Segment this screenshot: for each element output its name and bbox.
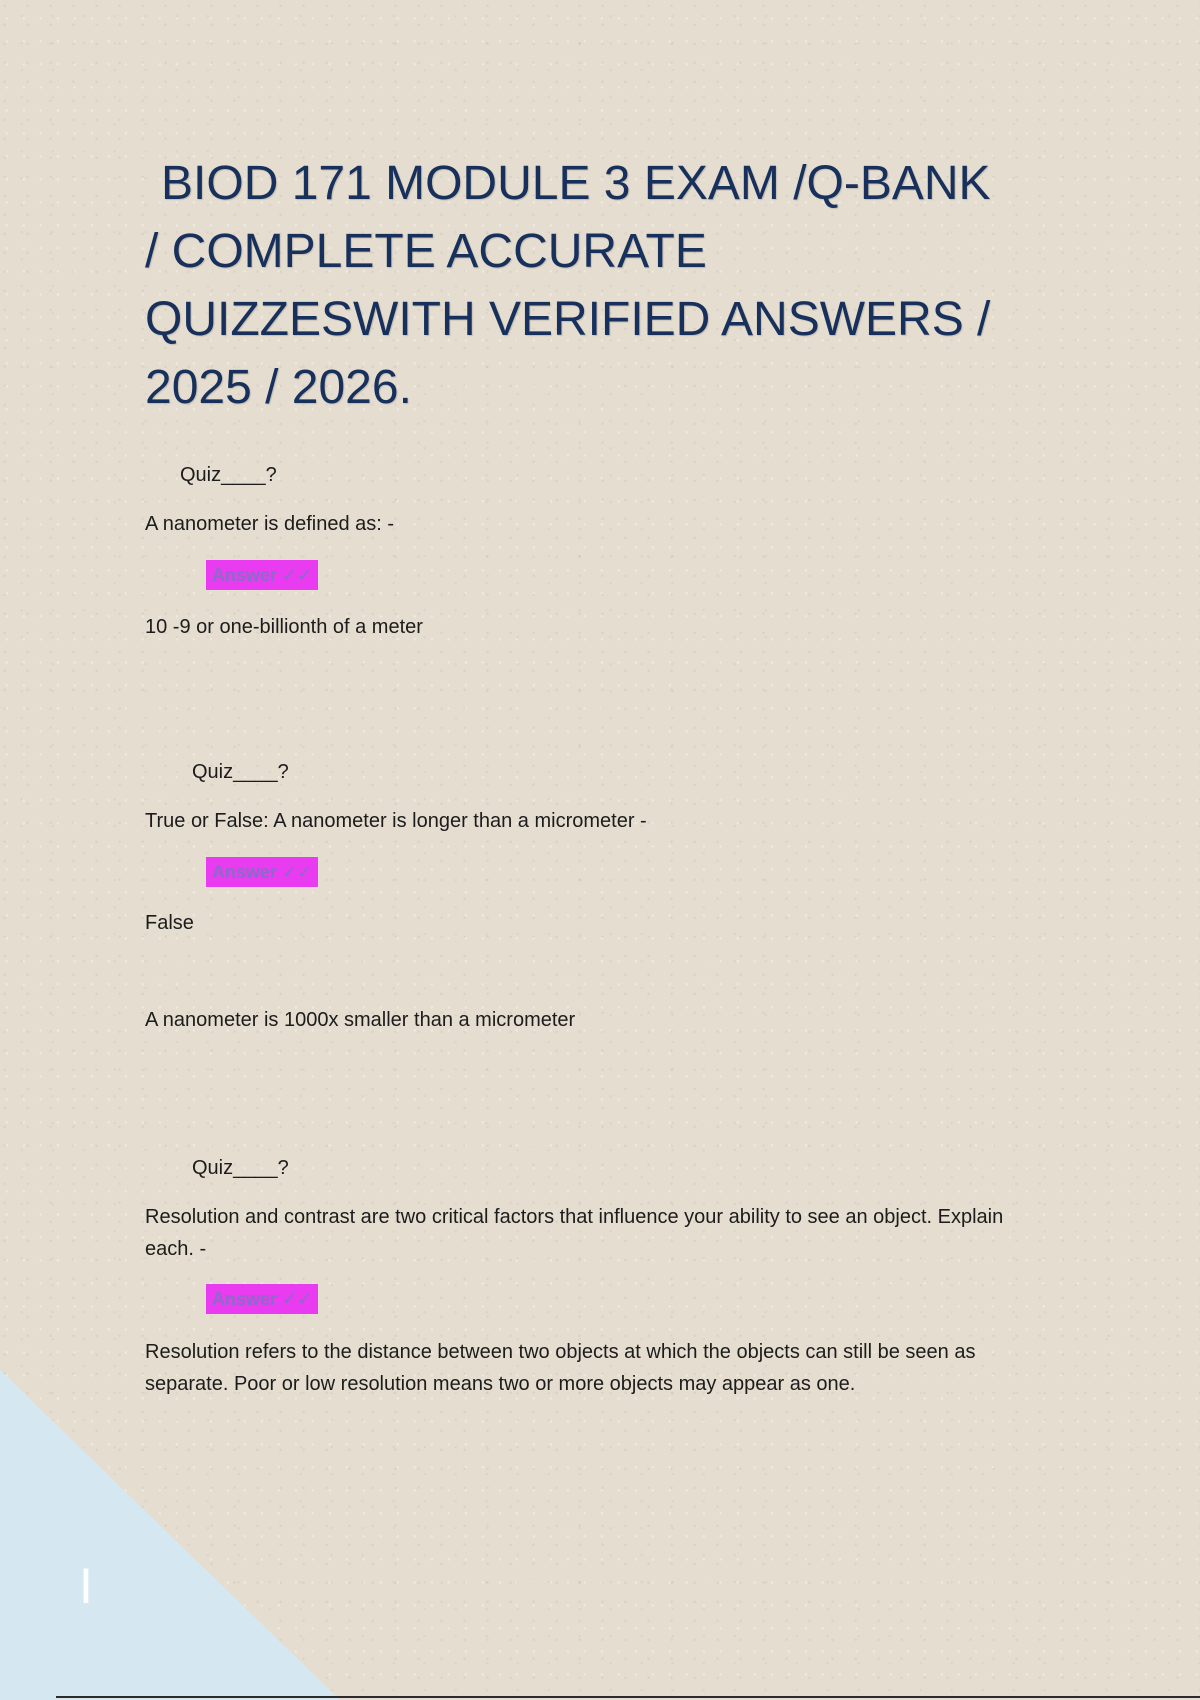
quiz-answer: False [145, 912, 194, 934]
quiz-label: Quiz____? [192, 761, 289, 783]
quiz-answer: 10 -9 or one-billionth of a meter [145, 616, 423, 638]
title-line: 2025 / 2026. [145, 361, 412, 414]
corner-decoration [0, 1370, 340, 1700]
title-line: BIOD 171 MODULE 3 EXAM /Q-BANK [161, 157, 991, 210]
quiz-question: A nanometer is defined as: - [145, 513, 395, 535]
answer-badge: Answer ✓✓ [206, 560, 318, 590]
answer-badge: Answer ✓✓ [206, 1284, 318, 1314]
answer-badge: Answer ✓✓ [206, 857, 318, 887]
quiz-note: A nanometer is 1000x smaller than a micrometer [145, 1009, 576, 1031]
document-title [145, 150, 1045, 422]
quiz-question: Resolution and contrast are two critical factors that influence your ability to see an object. Explain each. - [145, 1206, 1004, 1260]
title-line: / COMPLETE ACCURATE [145, 225, 707, 278]
quiz-question: True or False: A nanometer is longer than a micrometer - [145, 810, 647, 832]
footer-rule [56, 1696, 1200, 1698]
quiz-label: Quiz____? [192, 1157, 289, 1179]
quiz-answer: Resolution refers to the distance between two objects at which the objects can still be seen as separate. Poor or low resolution means two or more objects may appear as one. [145, 1341, 976, 1395]
quiz-label: Quiz____? [180, 464, 277, 486]
page-number: I [79, 1558, 93, 1614]
title-line: QUIZZESWITH VERIFIED ANSWERS / [145, 293, 991, 346]
